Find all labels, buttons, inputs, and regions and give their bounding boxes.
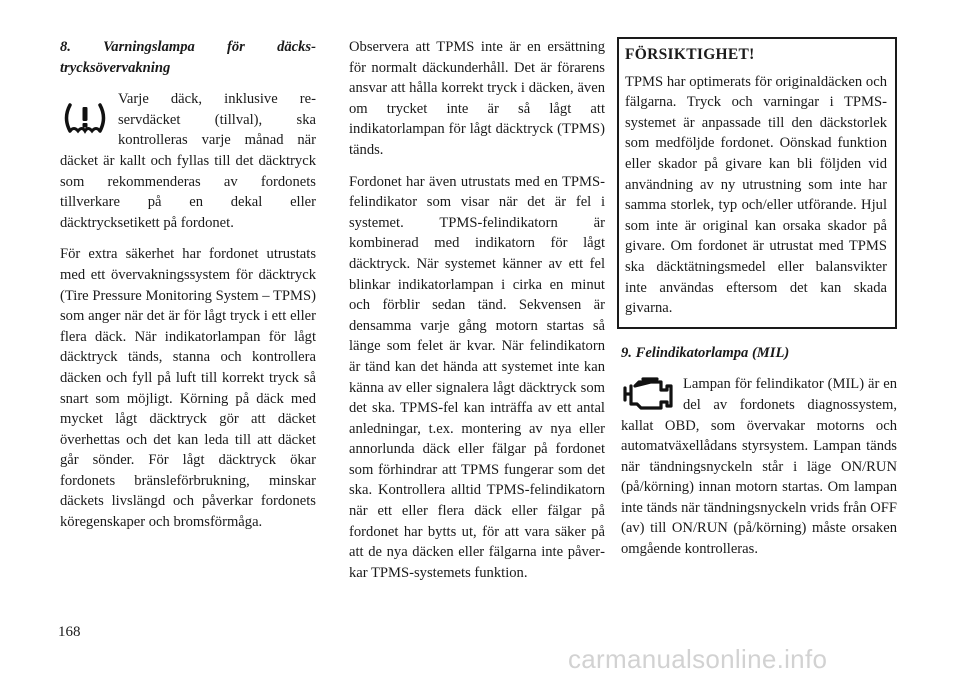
- section-heading-mil: 9. Felindikatorlampa (MIL): [621, 344, 790, 361]
- paragraph: För extra säkerhet har fordonet utrustats med ett övervakningssystem för däcktryck (Tire Pressure Monitoring System – TPMS) som anger när det är för lågt tryck i ett eller flera däck. När indikatorlampan för lågt däcktryck tänds, stanna och kontrollera däcken och fyll på luft till korrekt tryck så snart som möjligt. Körning på däck med mycket lågt däcktryck gör att däcket överhettas och det kan leda till att däcket går sönder. För lågt däcktryck ökar fordonets bränsleförbrukning, minskar däckets livslängd och påverkar fordonets köregenskaper och bromsförmåga.: [60, 246, 316, 531]
- column-right: [621, 37, 897, 571]
- engine-check-icon: [621, 376, 675, 410]
- column-left: [60, 37, 316, 544]
- tpms-warning-icon: [60, 101, 110, 135]
- page-number: 168: [58, 624, 81, 640]
- paragraph: Observera att TPMS inte är en ersättning för normalt däckunderhåll. Det är förarens ansvar att hålla korrekt tryck i däcken, även om trycket inte är så lågt att indikatorlampan för lågt däcktryck (TPMS) tänds.: [349, 39, 605, 158]
- watermark: carmanualsonline.info: [568, 644, 828, 674]
- section-heading-tpms: 8. Varningslampa för däckstrycksövervakning: [60, 39, 316, 76]
- paragraph: Varje däck, inklusive reservdäcket (tillval), ska kontrolleras varje månad när däcket är kallt och fyllas till det däcktryck som rekommenderas av fordonets tillverkare på en dekal eller däcktrycksetikett på fordonet.: [60, 91, 316, 231]
- caution-box: [617, 37, 897, 329]
- caution-text: TPMS har optimerats för originaldäcken och fälgarna. Tryck och varningar i TPMS-systemet är anpassade till den däckstorlek som medföljde fordonet. Oönskad funktion eller skador på givare kan bli följden vid användning av ny utrustning som inte har samma storlek, typ och/eller utförande. Hjul som inte är original kan orsaka skador på givare. Om fordonet är utrustat med TPMS ska däcktätningsmedel eller balansvikter inte användas eftersom det kan skada givarna.: [625, 73, 887, 317]
- column-middle: [349, 37, 605, 594]
- caution-title: FÖRSIKTIGHET!: [625, 46, 755, 63]
- paragraph: Lampan för felindikator (MIL) är en del av fordonets diagnossystem, kallat OBD, som övervakar motorns och automatväxellådans styrsystem. Lampan tänds när tändningsnyckeln står i läge ON/RUN (på/körning) innan motorn startas. Om lampan inte tänds när tändningsnyckeln vrids från OFF (av) till ON/RUN (på/körning) måste orsaken omgående kontrolleras.: [621, 376, 897, 558]
- paragraph: Fordonet har även utrustats med en TPMS-felindikator som visar när det är fel i systemet. TPMS-felindikatorn är kombinerad med indikatorn för lågt däcktryck. När systemet känner av ett fel blinkar indikatorlampan i cirka en minut och förblir sedan tänd. Sekvensen är densamma varje gång motorn startas så länge som felet är kvar. När felindikatorn är tänd kan det hända att systemet inte kan känna av eller signalera lågt däcktryck som det ska. TPMS-fel kan inträffa av ett antal anledningar, t.ex. montering av nya eller annorlunda däck eller fälgar på fordonet som förhindrar att TPMS fungerar som det ska. Kontrollera alltid TPMS-felindikatorn när ett eller flera däck eller fälgar på fordonet har bytts ut, för att vara säker på att de nya däcken eller fälgarna inte påverkar TPMS-systemets funktion.: [349, 173, 605, 581]
